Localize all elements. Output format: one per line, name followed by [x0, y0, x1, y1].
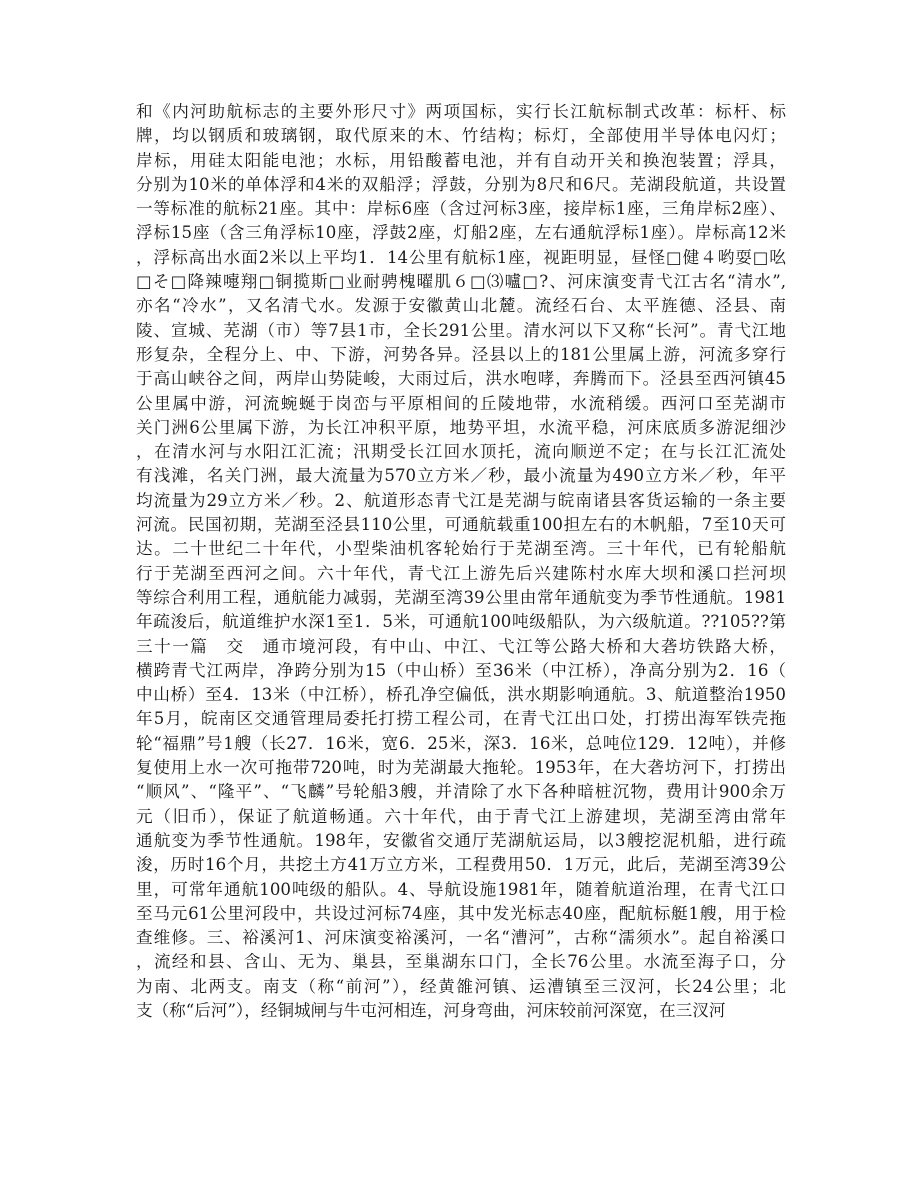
text-line: 河流。民国初期，芜湖至泾县110公里，可通航载重100担左右的木帆船，7至10天可: [136, 515, 786, 535]
text-line: 和《内河助航标志的主要外形尺寸》两项国标，实行长江航标制式改革：标杆、标: [136, 102, 786, 121]
text-line: 一等标准的航标21座。其中：岸标6座（含过河标3座，接岸标1座，三角岸标2座）、: [136, 199, 786, 219]
text-line: ，浮标高出水面2米以上平均1．14公里有航标1座，视距明显，昼怪□健４哟耍□吆: [136, 247, 786, 267]
text-line: 支（称“后河”），经铜城闸与牛屯河相连，河身弯曲，河床较前河深宽，在三汊河: [136, 1000, 726, 1020]
text-line: 陵、宣城、芜湖（市）等7县1市，全长291公里。清水河以下又称“长河”。青弋江地: [136, 320, 786, 340]
text-line: 形复杂，全程分上、中、下游，河势各异。泾县以上的181公里属上游，河流多穿行: [136, 344, 786, 364]
text-line: 分别为10米的单体浮和4米的双船浮；浮鼓，分别为8尺和6尺。芜湖段航道，共设置: [136, 174, 786, 194]
text-line: 至马元61公里河段中，共设过河标74座，其中发光标志40座，配航标艇1艘，用于检: [136, 903, 786, 923]
document-page: [136, 100, 786, 1023]
text-line: 行于芜湖至西河之间。六十年代，青弋江上游先后兴建陈村水库大坝和溪口拦河坝: [136, 563, 786, 583]
text-line: ，在清水河与水阳江汇流；汛期受长江回水顶托，流向顺逆不定；在与长江汇流处: [136, 442, 786, 462]
text-line: 通航变为季节性通航。198年，安徽省交通厅芜湖航运局，以3艘挖泥机船，进行疏: [136, 830, 786, 850]
text-line: ，流经和县、含山、无为、巢县，至巢湖东口门，全长76公里。水流至海子口，分: [136, 952, 786, 972]
text-line: 达。二十世纪二十年代，小型柴油机客轮始行于芜湖至湾。三十年代，已有轮船航: [136, 539, 786, 559]
text-line: 关门洲6公里属下游，为长江冲积平原，地势平坦，水流平稳，河床底质多游泥细沙: [136, 417, 786, 437]
text-line: 元（旧币），保证了航道畅通。六十年代，由于青弋江上游建坝，芜湖至湾由常年: [136, 806, 786, 826]
text-line: 年疏浚后，航道维护水深1至1．5米，可通航100吨级船队，为六级航道。??105??第: [136, 612, 786, 632]
text-line: 岸标，用硅太阳能电池；水标，用铅酸蓄电池，并有自动开关和换泡装置；浮具，: [136, 150, 786, 170]
text-line: 查维修。三、裕溪河1、河床演变裕溪河，一名“漕河”，古称“濡须水”。起自裕溪口: [136, 928, 786, 948]
text-line: 浚，历时16个月，共挖土方41万立方米，工程费用50．1万元，此后，芜湖至湾39公: [136, 855, 786, 875]
text-line: 亦名“冷水”，又名清弋水。发源于安徽黄山北麓。流经石台、太平旌德、泾县、南: [136, 296, 786, 316]
text-line: 复使用上水一次可拖带720吨，时为芜湖最大拖轮。1953年，在大砻坊河下，打捞出: [136, 758, 786, 778]
text-line: 浮标15座（含三角浮标10座，浮鼓2座，灯船2座，左右通航浮标1座）。岸标高12米: [136, 223, 786, 243]
text-line: 有浅滩，名关门洲，最大流量为570立方米／秒，最小流量为490立方米／秒，年平: [136, 466, 786, 486]
text-line: 于高山峡谷之间，两岸山势陡峻，大雨过后，洪水咆哮，奔腾而下。泾县至西河镇45: [136, 369, 786, 389]
text-line: 年5月，皖南区交通管理局委托打捞工程公司，在青弋江出口处，打捞出海军铁壳拖: [136, 709, 786, 729]
text-line: 中山桥）至4．13米（中江桥），桥孔净空偏低，洪水期影响通航。3、航道整治1950: [136, 685, 786, 705]
text-line: 牌，均以钢质和玻璃钢，取代原来的木、竹结构；标灯，全部使用半导体电闪灯；: [136, 126, 786, 146]
text-line: 轮“福鼎”号1艘（长27．16米，宽6．25米，深3．16米，总吨位129．12吨），并修: [136, 733, 786, 753]
text-line: 均流量为29立方米／秒。2、航道形态青弋江是芜湖与皖南诸县客货运输的一条主要: [136, 490, 786, 510]
text-line: □そ□降辣嚏翔□铜揽斯□业耐骋槐曜肌６□⑶嚧□?、河床演变青弋江古名“清水”,: [136, 272, 786, 292]
text-line: 三十一篇 交 通市境河段，有中山、中江、弋江等公路大桥和大砻坊铁路大桥，: [136, 636, 786, 656]
text-line: “顺风”、“隆平”、“飞麟”号轮船3艘，并清除了水下各种暗桩沉物，费用计900余万: [136, 782, 786, 802]
text-line: 里，可常年通航100吨级的船队。4、导航设施1981年，随着航道治理，在青弋江口: [136, 879, 786, 899]
text-line: 横跨青弋江两岸，净跨分别为15（中山桥）至36米（中江桥），净高分别为2．16（: [136, 660, 786, 680]
text-line: 公里属中游，河流蜿蜒于岗峦与平原相间的丘陵地带，水流稍缓。西河口至芜湖市: [136, 393, 786, 413]
text-line: 为南、北两支。南支（称“前河”），经黄雒河镇、运漕镇至三汊河，长24公里；北: [136, 976, 786, 996]
text-line: 等综合利用工程，通航能力减弱，芜湖至湾39公里由常年通航变为季节性通航。1981: [136, 587, 786, 607]
